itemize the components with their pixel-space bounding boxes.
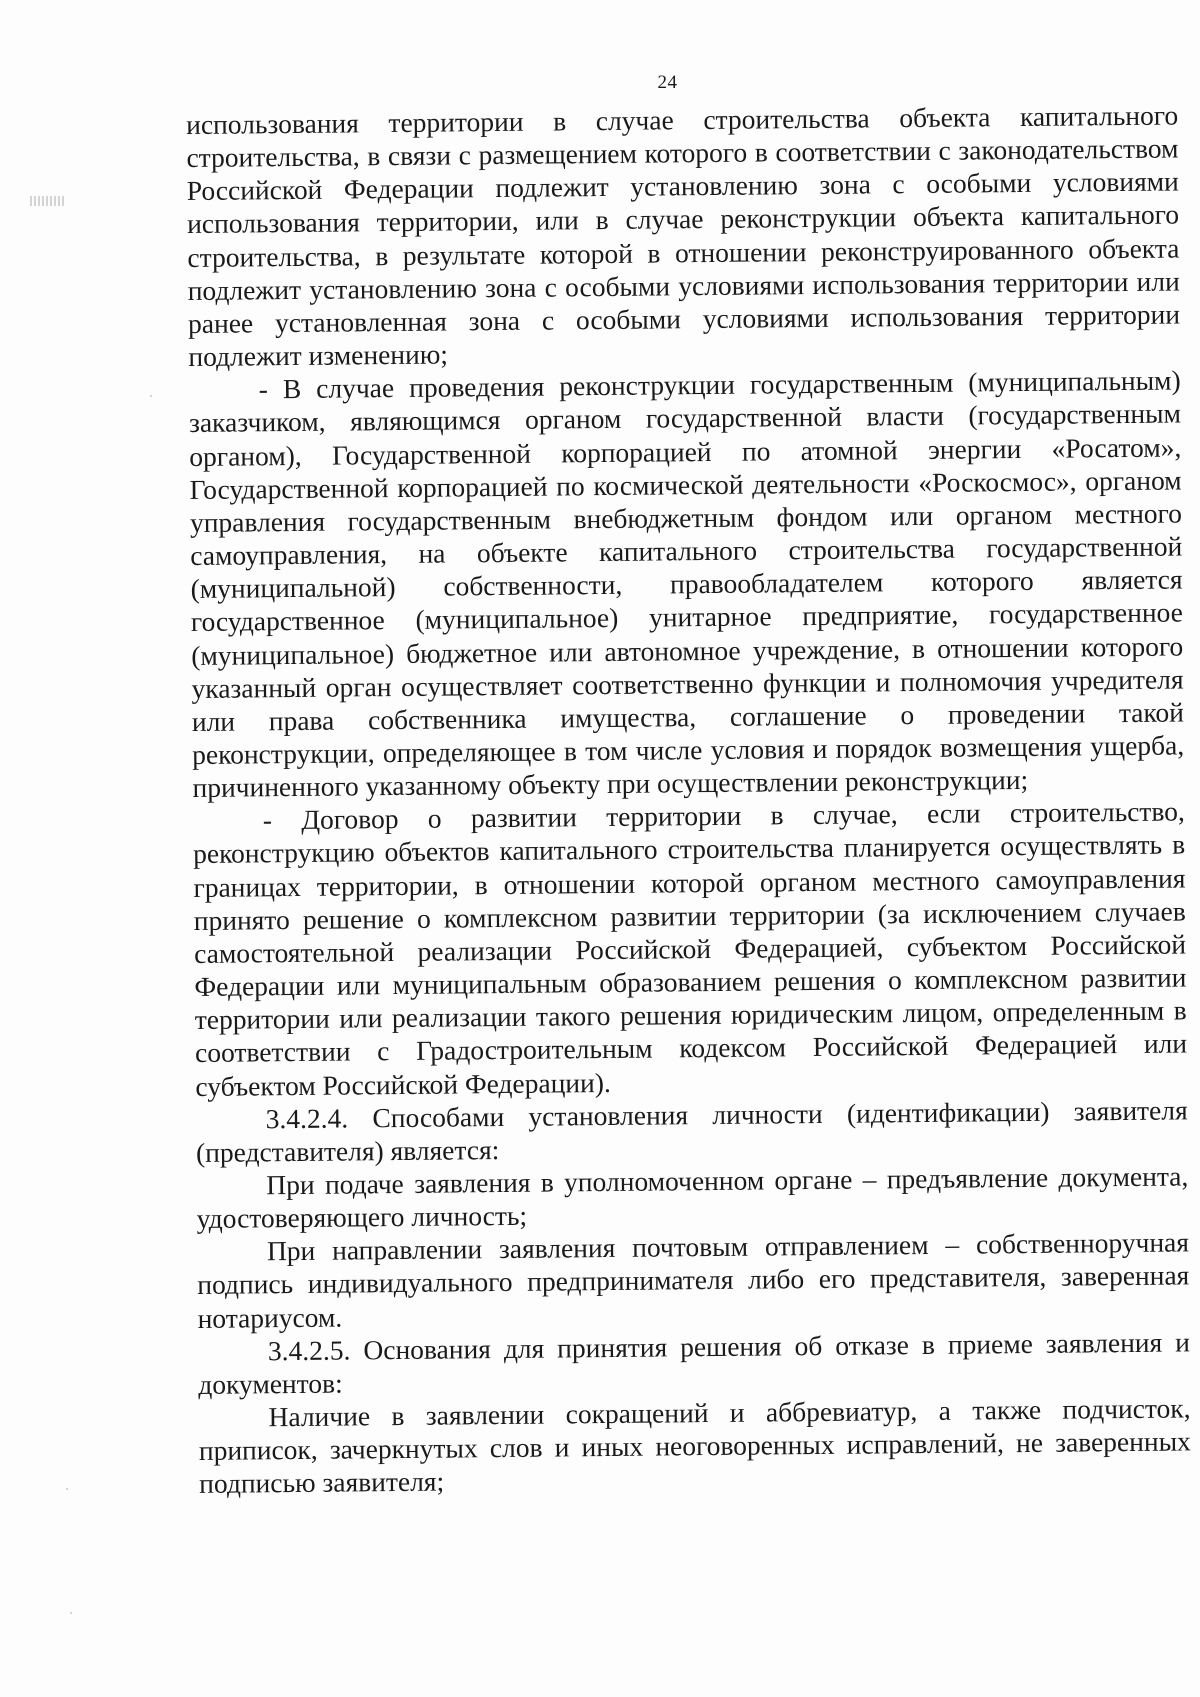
scan-artifact xyxy=(30,196,66,206)
page-number: 24 xyxy=(657,72,678,93)
paragraph-abbreviations-ground: Наличие в заявлении сокращений и аббревиатур, а также подчисток, приписок, зачеркнутых слов и иных неоговоренных исправлений, не заверенных подписью заявителя; xyxy=(198,1392,1191,1500)
paragraph-refusal-grounds: 3.4.2.5. Основания для принятия решения об отказе в приеме заявления и документов: xyxy=(198,1326,1191,1400)
paragraph-reconstruction-agreement: - В случае проведения реконструкции государственным (муниципальным) заказчиком, являющимся органом государственной власти (государственным органом), Государственной корпорацией по атомной энергии «Росатом», Государственной корпорацией по космической деятельности «Роскосмос», органом управления государственным внебюджетным фондом или органом местного самоуправления, на объекте капитального строительства государственной (муниципальной) собственности, правообладателем которого является государственное (муниципальное) унитарное предприятие, государственное (муниципальное) бюджетное или автономное учреждение, в отношении которого указанный орган осуществляет соответственно функции и полномочия учредителя или права собственника имущества, соглашение о проведении такой реконструкции, определяющее в том числе условия и порядок возмещения ущерба, причиненного указанному объекту при осуществлении реконструкции; xyxy=(188,364,1185,804)
document-body xyxy=(186,98,1191,1500)
paragraph-in-person-submission: При подаче заявления в уполномоченном органе – предъявление документа, удостоверяющего личность; xyxy=(196,1160,1189,1235)
paragraph-continuation: использования территории в случае строительства объекта капитального строительства, в связи с размещением которого в соответствии с законодательством Российской Федерации подлежит установлению зона с особыми условиями использования территории, или в случае реконструкции объекта капитального строительства, в результате которой в отношении реконструированного объекта подлежит установлению зона с особыми условиями использования территории или ранее установленная зона с особыми условиями использования территории подлежит изменению; xyxy=(186,99,1181,373)
scan-artifact-dot xyxy=(66,1488,68,1490)
scan-artifact-dot xyxy=(150,395,152,397)
paragraph-postal-submission: При направлении заявления почтовым отправлением – собственноручная подпись индивидуального предпринимателя либо его представителя, заверенная нотариусом. xyxy=(197,1226,1190,1334)
paragraph-territory-development-contract: - Договор о развитии территории в случае, если строительство, реконструкцию объектов капитального строительства планируется осуществлять в границах территории, в отношении которой органом местного самоуправления принято решение о комплексном развитии территории (за исключением случаев самостоятельной реализации Российской Федерацией, субъектом Российской Федерации или муниципальным образованием решения о комплексном развитии территории или реализации такого решения юридическим лицом, определенным в соответствии с Градостроительным кодексом Российской Федерацией или субъектом Российской Федерации). xyxy=(193,795,1188,1102)
paragraph-identification-methods: 3.4.2.4. Способами установления личности (идентификации) заявителя (представителя) является: xyxy=(195,1094,1188,1168)
scan-artifact-dot xyxy=(70,1612,72,1614)
